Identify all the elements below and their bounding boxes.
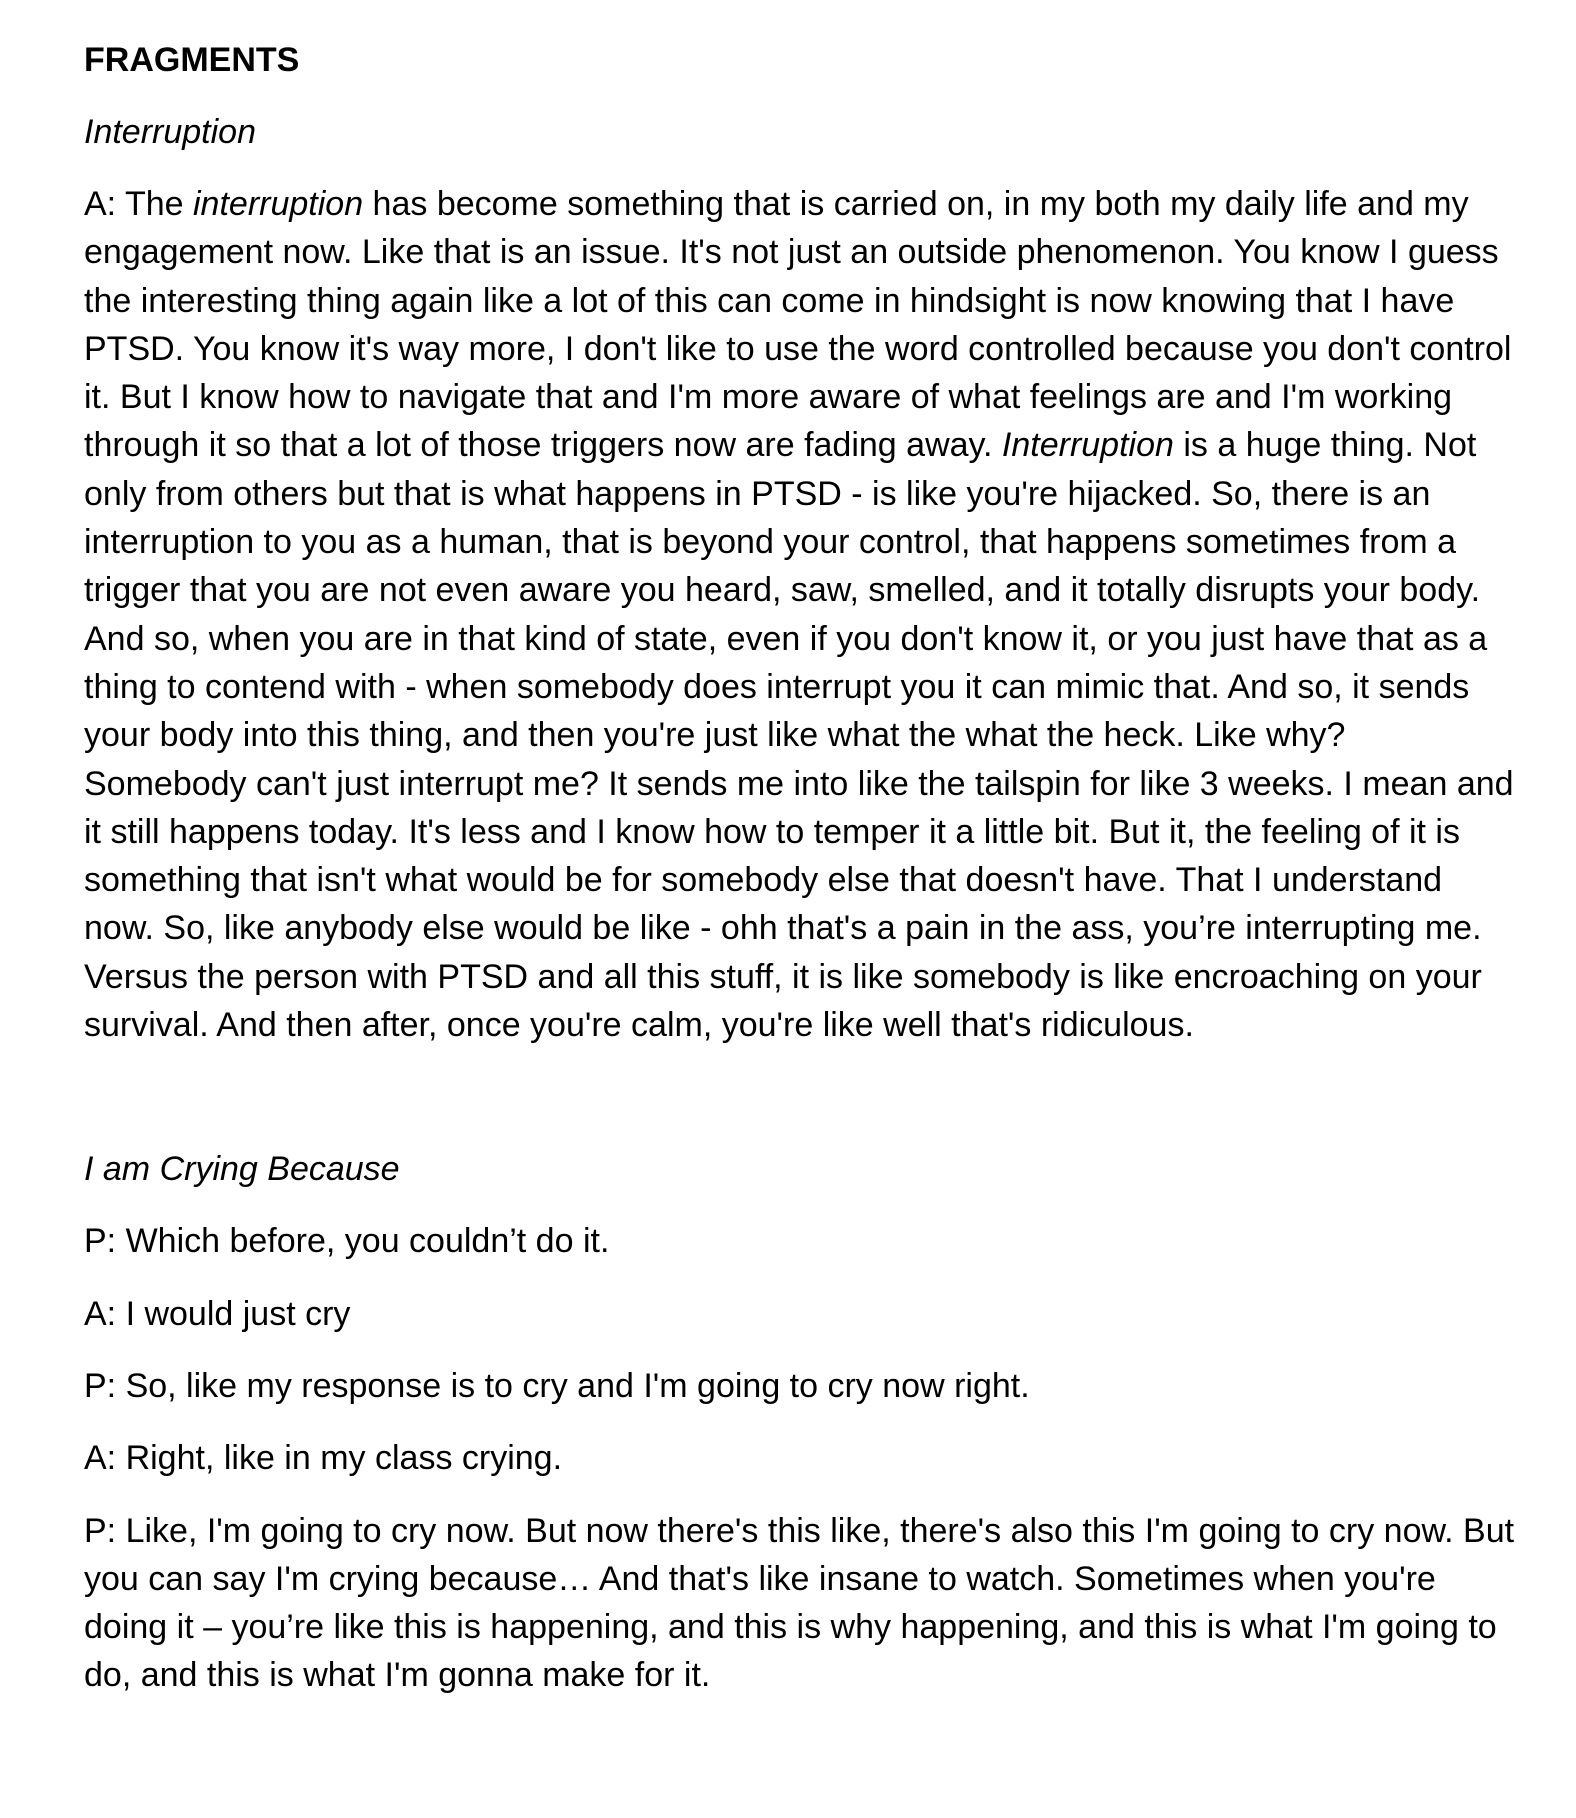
document-body bbox=[84, 36, 1516, 1700]
text-segment: The bbox=[116, 185, 193, 223]
paragraph bbox=[84, 1290, 1516, 1338]
italic-segment: Interruption bbox=[1001, 426, 1174, 465]
text-segment: is a huge thing. Not only from others but that is what happens in PTSD - is like you're hijacked. So, there is an interruption to you as a human, that is beyond your control, that happens sometimes from a trigger that you are not even aware you heard, saw, smelled, and it totally disrupts your body. And so, when you are in that kind of state, even if you don't know it, or you just have that as a thing to contend with - when somebody does interrupt you it can mimic that. And so, it sends your body into this thing, and then you're just like what the what the heck. Like why? Somebody can't just interrupt me? It sends me into like the tailspin for like 3 weeks. I mean and it still happens today. It's less and I know how to temper it a little bit. But it, the feeling of it is something that isn't what would be for somebody else that doesn't have. That I understand now. So, like anybody else would be like - ohh that's a pain in the ass, you’re interrupting me. Versus the person with PTSD and all this stuff, it is like somebody is like encroaching on your survival. And then after, once you're calm, you're like well that's ridiculous. bbox=[84, 426, 1514, 1045]
paragraph bbox=[84, 1434, 1516, 1482]
speaker-label: P: bbox=[84, 1366, 117, 1405]
section-heading-interruption: Interruption bbox=[84, 113, 256, 151]
paragraph bbox=[84, 1507, 1516, 1700]
paragraph bbox=[84, 180, 1516, 1049]
speaker-label: A: bbox=[84, 1439, 117, 1478]
paragraph bbox=[84, 1362, 1516, 1410]
section-heading-crying: I am Crying Because bbox=[84, 1150, 400, 1189]
speaker-label: A: bbox=[84, 1294, 117, 1333]
text-segment: Like, I'm going to cry now. But now there's this like, there's also this I'm going to cry now. But you can say I'm crying because… And that's like insane to watch. Sometimes when you're doing it – you’re like this is happening, and this is why happening, and this is what I'm going to do, and this is what I'm gonna make for it. bbox=[84, 1511, 1515, 1695]
section-spacer bbox=[84, 1073, 1516, 1145]
text-segment: Which before, you couldn’t do it. bbox=[116, 1222, 610, 1261]
text-segment: I would just cry bbox=[116, 1294, 351, 1333]
italic-segment: interruption bbox=[193, 185, 364, 223]
text-segment: So, like my response is to cry and I'm going to cry now right. bbox=[116, 1366, 1030, 1405]
speaker-label: A: bbox=[84, 185, 117, 223]
text-segment: has become something that is carried on, in my both my daily life and my engagement now. Like that is an issue. It's not just an outside phenomenon. You know I guess the interesting thing again like a lot of this can come in hindsight is now knowing that I have PTSD. You know it's way more, I don't like to use the word controlled because you don't control it. But I know how to navigate that and I'm more aware of what feelings are and I'm working through it so that a lot of those triggers now are fading away. bbox=[84, 185, 1512, 465]
document-title: FRAGMENTS bbox=[84, 41, 300, 79]
text-segment: Right, like in my class crying. bbox=[116, 1439, 563, 1478]
paragraph bbox=[84, 1217, 1516, 1265]
speaker-label: P: bbox=[84, 1511, 117, 1550]
speaker-label: P: bbox=[84, 1222, 117, 1261]
